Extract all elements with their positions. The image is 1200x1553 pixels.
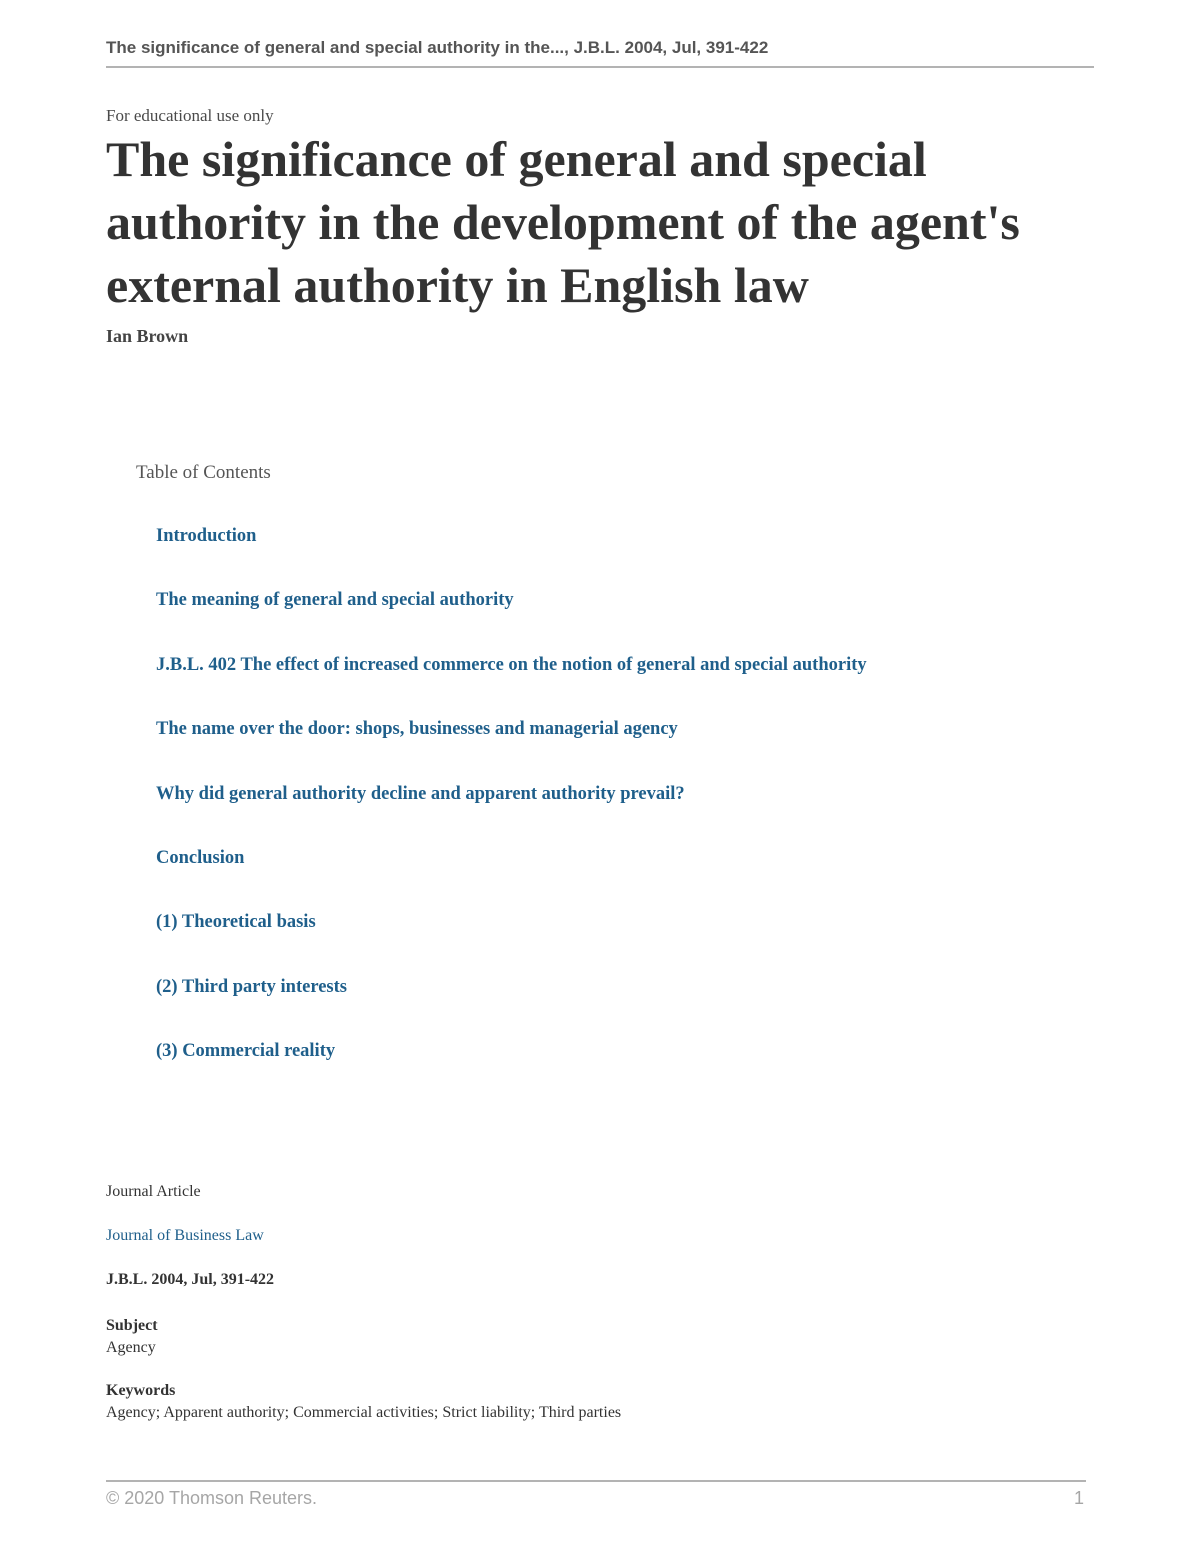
footer-copyright: © 2020 Thomson Reuters.	[106, 1488, 318, 1508]
toc-link-name-over-door[interactable]: The name over the door: shops, businesses and managerial agency	[156, 719, 678, 740]
page-number: 1	[1074, 1488, 1085, 1508]
toc-heading: Table of Contents	[136, 462, 271, 483]
subject-label: Subject	[106, 1317, 158, 1334]
citation: J.B.L. 2004, Jul, 391-422	[106, 1271, 275, 1288]
journal-link[interactable]: Journal of Business Law	[106, 1227, 264, 1244]
toc-link-introduction[interactable]: Introduction	[156, 526, 257, 546]
toc-link-third-party-interests[interactable]: (2) Third party interests	[156, 976, 347, 997]
author-name: Ian Brown	[106, 326, 189, 346]
educational-use-notice: For educational use only	[106, 106, 274, 125]
toc-link-commercial-reality[interactable]: (3) Commercial reality	[156, 1041, 336, 1062]
toc-link-increased-commerce[interactable]: J.B.L. 402 The effect of increased commerce on the notion of general and special authority	[156, 654, 867, 675]
keywords-label: Keywords	[106, 1382, 176, 1399]
document-title: The significance of general and special authority in the development of the agent's external authority in English law	[106, 131, 1020, 313]
table-of-contents	[156, 526, 867, 1106]
toc-link-meaning[interactable]: The meaning of general and special authority	[156, 590, 514, 611]
running-header: The significance of general and special authority in the..., J.B.L. 2004, Jul, 391-422	[106, 38, 769, 57]
footer-divider	[106, 1480, 1086, 1482]
toc-link-conclusion[interactable]: Conclusion	[156, 847, 245, 868]
toc-link-theoretical-basis[interactable]: (1) Theoretical basis	[156, 912, 316, 933]
toc-link-general-authority-decline[interactable]: Why did general authority decline and apparent authority prevail?	[156, 783, 685, 804]
header-divider	[106, 66, 1094, 68]
document-type: Journal Article	[106, 1183, 201, 1200]
subject-value: Agency	[106, 1339, 156, 1356]
keywords-value: Agency; Apparent authority; Commercial activities; Strict liability; Third parties	[106, 1404, 622, 1421]
